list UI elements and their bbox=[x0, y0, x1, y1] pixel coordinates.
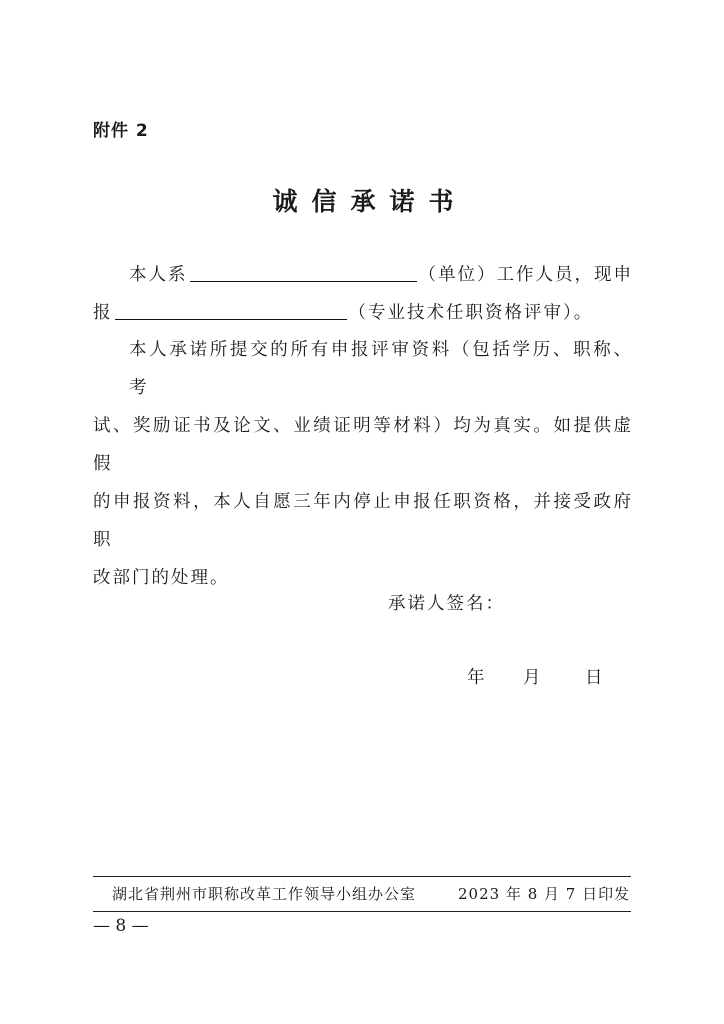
declaration-paragraph bbox=[93, 256, 633, 332]
commitment-line-2: 试、奖励证书及论文、业绩证明等材料）均为真实。如提供虚假 bbox=[93, 416, 633, 474]
footer-issuer: 湖北省荆州市职称改革工作领导小组办公室 bbox=[112, 885, 417, 903]
unit-blank-field[interactable] bbox=[190, 261, 417, 282]
commitment-paragraph bbox=[93, 331, 633, 597]
footer-bottom-rule bbox=[93, 911, 631, 912]
declaration-report-prefix: 报 bbox=[93, 303, 113, 323]
signature-label: 承诺人签名： bbox=[388, 594, 505, 614]
document-title: 诚信承诺书 bbox=[272, 187, 468, 216]
commitment-line-4: 改部门的处理。 bbox=[93, 568, 230, 588]
declaration-line-1 bbox=[93, 256, 633, 294]
declaration-prefix: 本人系 bbox=[129, 265, 188, 285]
date-year-label: 年 bbox=[467, 668, 485, 688]
commitment-line-3: 的申报资料，本人自愿三年内停止申报任职资格，并接受政府职 bbox=[93, 492, 633, 550]
attachment-label: 附件 2 bbox=[93, 121, 149, 141]
footer-top-rule bbox=[93, 876, 631, 877]
declaration-specialty-suffix: （专业技术任职资格评审）。 bbox=[348, 303, 594, 323]
page-number: — 8 — bbox=[93, 916, 149, 936]
commitment-line-1: 本人承诺所提交的所有申报评审资料（包括学历、职称、考 bbox=[129, 340, 633, 398]
footer-issue-date: 2023 年 8 月 7 日印发 bbox=[458, 885, 631, 903]
declaration-line-2 bbox=[93, 294, 633, 332]
specialty-blank-field[interactable] bbox=[115, 299, 347, 320]
date-day-label: 日 bbox=[585, 668, 603, 688]
date-month-label: 月 bbox=[523, 668, 541, 688]
declaration-unit-suffix: （单位）工作人员，现申 bbox=[418, 265, 633, 285]
